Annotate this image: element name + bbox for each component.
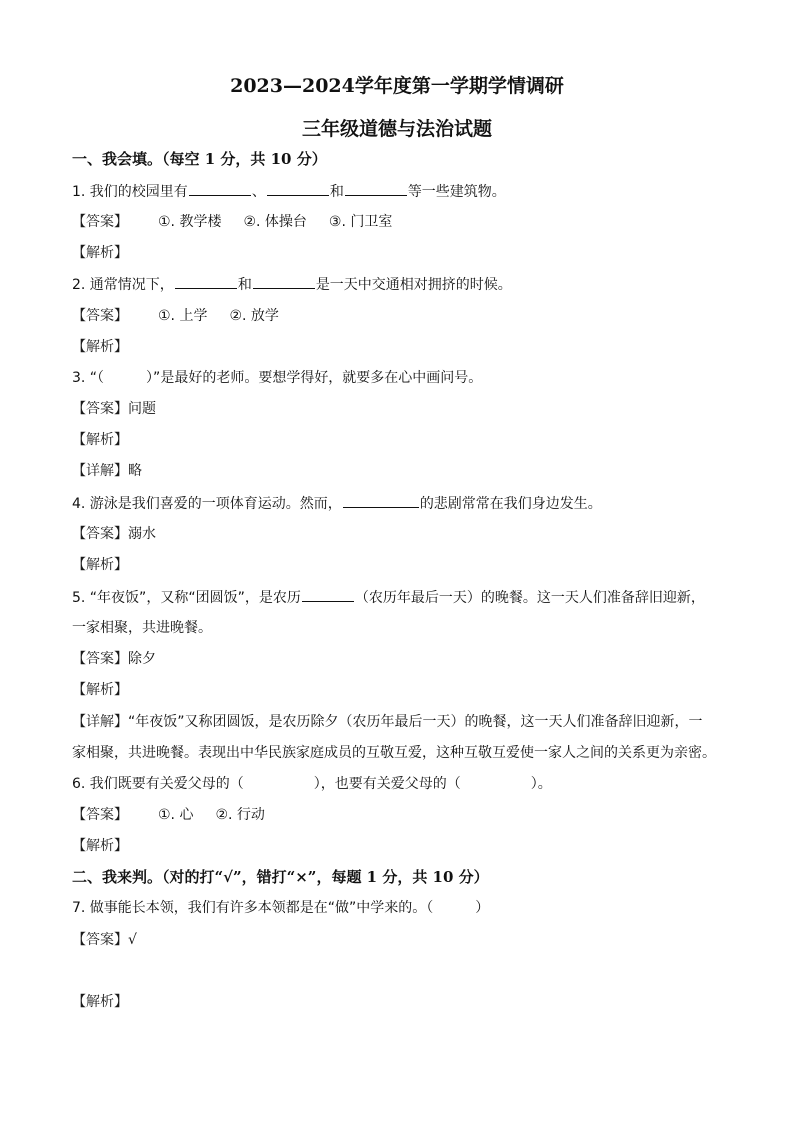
- q2-text: 是一天中交通相对拥挤的时候。: [315, 277, 512, 293]
- q3-answer: [72, 399, 156, 419]
- analysis-label: 【解析】: [72, 245, 128, 261]
- detail-label: 【详解】: [72, 714, 128, 730]
- q5-answer: [72, 649, 156, 669]
- q4-answer: [72, 524, 156, 544]
- answer-item: ③. 门卫室: [328, 214, 393, 230]
- answer-item: ②. 行动: [215, 807, 265, 823]
- fill-blank[interactable]: [189, 181, 251, 196]
- q6-analysis: [72, 836, 128, 856]
- q2-answer: [72, 306, 301, 326]
- question-7: 7. 做事能长本领，我们有许多本领都是在“做”中学来的。（ ）: [72, 900, 490, 916]
- q5-text: 5. “年夜饭”，又称“团圆饭”，是农历: [72, 590, 301, 606]
- q4-analysis: [72, 555, 128, 575]
- q3-analysis: [72, 430, 128, 450]
- q1-analysis: [72, 243, 128, 263]
- fill-blank[interactable]: [253, 274, 315, 289]
- question-4: [72, 493, 602, 514]
- answer-item: ②. 体操台: [243, 214, 307, 230]
- fill-blank[interactable]: [343, 493, 419, 508]
- q1-text: 、: [251, 184, 266, 200]
- analysis-label: 【解析】: [72, 432, 128, 448]
- analysis-label: 【解析】: [72, 838, 128, 854]
- answer-item: 溺水: [128, 526, 156, 542]
- exam-subtitle: 三年级道德与法治试题: [301, 118, 492, 140]
- q2-text: 2. 通常情况下，: [72, 277, 174, 293]
- section-1-title: 一、我会填。（每空 1 分，共 10 分）: [72, 150, 327, 168]
- analysis-label: 【解析】: [72, 682, 128, 698]
- analysis-label: 【解析】: [72, 557, 128, 573]
- answer-label: 【答案】: [72, 401, 128, 417]
- q7-answer: [72, 930, 137, 950]
- section-2-title: 二、我来判。（对的打“√”，错打“×”，每题 1 分，共 10 分）: [72, 868, 489, 886]
- q5-text: （农历年最后一天）的晚餐。这一天人们准备辞旧迎新，: [354, 590, 705, 606]
- fill-blank[interactable]: [302, 587, 354, 602]
- answer-label: 【答案】: [72, 932, 128, 948]
- analysis-label: 【解析】: [72, 339, 128, 355]
- fill-blank[interactable]: [175, 274, 237, 289]
- detail-text: 略: [128, 463, 142, 479]
- exam-title: 2023—2024学年度第一学期学情调研: [230, 75, 564, 97]
- q5-line-2: 一家相聚，共进晚餐。: [72, 620, 212, 636]
- answer-item: ①. 上学: [158, 308, 208, 324]
- answer-item: √: [128, 932, 137, 948]
- q1-text: 1. 我们的校园里有: [72, 184, 188, 200]
- q2-analysis: [72, 337, 128, 357]
- q4-text: 的悲剧常常在我们身边发生。: [419, 496, 602, 512]
- question-6: 6. 我们既要有关爱父母的（ ），也要有关爱父母的（ ）。: [72, 776, 552, 792]
- answer-label: 【答案】: [72, 214, 128, 230]
- question-1: [72, 181, 506, 202]
- answer-item: ②. 放学: [229, 308, 279, 324]
- detail-label: 【详解】: [72, 463, 128, 479]
- fill-blank[interactable]: [345, 181, 407, 196]
- detail-text: “年夜饭”又称团圆饭，是农历除夕（农历年最后一天）的晚餐，这一天人们准备辞旧迎新，一: [128, 714, 703, 730]
- answer-label: 【答案】: [72, 308, 128, 324]
- answer-label: 【答案】: [72, 807, 128, 823]
- question-3: 3. “（ ）”是最好的老师。要想学得好，就要多在心中画问号。: [72, 370, 483, 386]
- q7-analysis: [72, 992, 128, 1012]
- q1-answer: [72, 212, 414, 232]
- answer-label: 【答案】: [72, 526, 128, 542]
- answer-item: ①. 心: [158, 807, 194, 823]
- q5-detail-line-2: 家相聚，共进晚餐。表现出中华民族家庭成员的互敬互爱，这种互敬互爱使一家人之间的关系更为亲密。: [72, 745, 716, 761]
- q6-answer: [72, 805, 287, 825]
- q5-detail: [72, 712, 703, 732]
- answer-item: 问题: [128, 401, 156, 417]
- q5-analysis: [72, 680, 128, 700]
- q1-text: 和: [329, 184, 344, 200]
- q2-text: 和: [237, 277, 252, 293]
- analysis-label: 【解析】: [72, 994, 128, 1010]
- q3-detail: [72, 461, 142, 481]
- fill-blank[interactable]: [267, 181, 329, 196]
- answer-label: 【答案】: [72, 651, 128, 667]
- question-2: [72, 274, 512, 295]
- answer-item: 除夕: [128, 651, 156, 667]
- q1-text: 等一些建筑物。: [407, 184, 506, 200]
- question-5: [72, 587, 705, 608]
- q4-text: 4. 游泳是我们喜爱的一项体育运动。然而，: [72, 496, 342, 512]
- answer-item: ①. 教学楼: [158, 214, 222, 230]
